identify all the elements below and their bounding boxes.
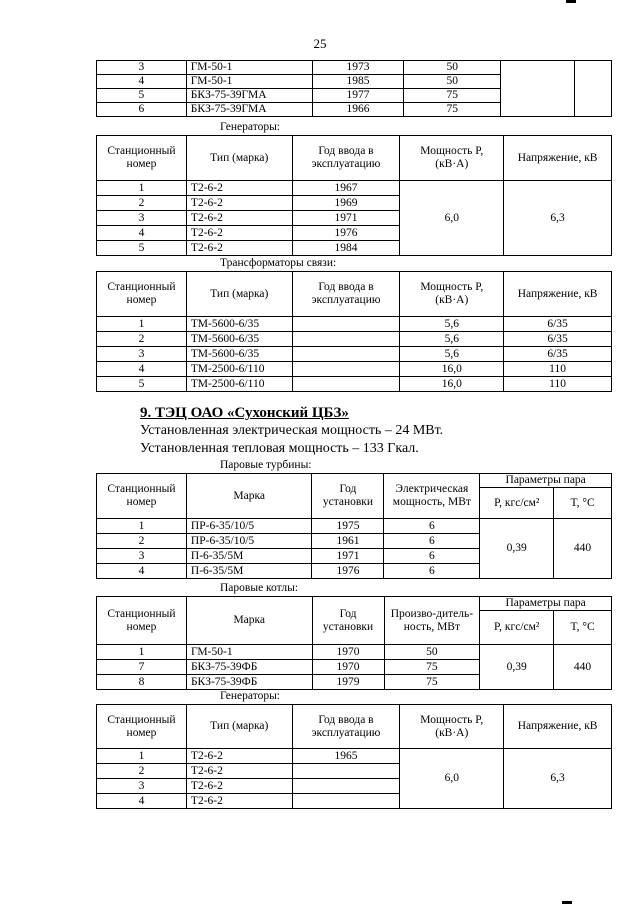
col-header: Марка [186, 597, 312, 645]
col-header: Станционный номер [97, 136, 187, 181]
col-header: Тип (марка) [186, 136, 292, 181]
col-header: Станционный номер [97, 272, 187, 317]
col-header: Параметры пара [480, 474, 612, 488]
col-header: Мощность P, (кВ·А) [400, 705, 504, 749]
col-header: Электрическая мощность, МВт [384, 474, 480, 519]
col-header: Напряжение, кВ [504, 705, 612, 749]
col-header: Мощность P, (кВ·А) [400, 136, 504, 181]
col-header: Марка [186, 474, 312, 519]
boilers-caption: Паровые котлы: [220, 582, 299, 594]
col-header: Станционный номер [97, 474, 187, 519]
col-header: Год ввода в эксплуатацию [292, 272, 400, 317]
thermal-capacity-text: Установленная тепловая мощность – 133 Гкал. [140, 441, 419, 456]
col-header: Произво-дитель-ность, МВт [384, 597, 480, 645]
transformers-caption: Трансформаторы связи: [220, 257, 337, 269]
electric-capacity-text: Установленная электрическая мощность – 24 МВт. [140, 423, 444, 438]
col-header: Мощность P, (кВ·А) [400, 272, 504, 317]
transformers-table: Станционный номер Тип (марка) Год ввода в эксплуатацию Мощность P, (кВ·А) Напряжение, кВ 1 ТМ-5600-6/35 5,6 6/35 2 ТМ-5600-6/35 5,6 6/35 3 ТМ-5600-6/35 5,6 6/35 4 ТМ-2500-6/110 16,0 110 5 ТМ-2500-6/110 16,0 110 [96, 271, 612, 392]
col-header: Станционный номер [97, 597, 187, 645]
col-header: T, °C [554, 488, 612, 519]
col-header: Станционный номер [97, 705, 187, 749]
col-header: Тип (марка) [186, 705, 292, 749]
col-header: Тип (марка) [186, 272, 292, 317]
col-header: Параметры пара [480, 597, 612, 611]
corner-mark [566, 0, 576, 3]
col-header: P, кгс/см² [480, 488, 554, 519]
col-header: T, °C [554, 611, 612, 645]
col-header: Напряжение, кВ [504, 136, 612, 181]
turbines-caption: Паровые турбины: [220, 459, 312, 471]
generators-caption: Генераторы: [220, 690, 280, 702]
generators-table-2: Станционный номер Тип (марка) Год ввода в эксплуатацию Мощность P, (кВ·А) Напряжение, кВ 1 Т2-6-2 1965 6,0 6,3 2 Т2-6-2 3 Т2-6-2 4 Т2-6-2 [96, 704, 612, 809]
col-header: Год установки [312, 474, 384, 519]
col-header: Год установки [312, 597, 384, 645]
col-header: Напряжение, кВ [504, 272, 612, 317]
generators-table: Станционный номер Тип (марка) Год ввода в эксплуатацию Мощность P, (кВ·А) Напряжение, кВ 1 Т2-6-2 1967 6,0 6,3 2 Т2-6-2 1969 3 Т2-6-2 1971 4 Т2-6-2 1976 5 Т2-6-2 1984 [96, 135, 612, 256]
col-header: Год ввода в эксплуатацию [292, 705, 400, 749]
col-header: P, кгс/см² [480, 611, 554, 645]
section-title: 9. ТЭЦ ОАО «Сухонский ЦБЗ» [140, 405, 349, 421]
page-number: 25 [313, 36, 327, 51]
turbines-table: Станционный номер Марка Год установки Электрическая мощность, МВт Параметры пара P, кгс/см² T, °C 1 ПР-6-35/10/5 1975 6 0,39 440 2 ПР-6-35/10/5 1961 6 3 П-6-35/5М 1971 6 4 П-6-35/5М 1976 6 [96, 473, 612, 579]
corner-mark [562, 901, 572, 904]
generators-caption: Генераторы: [220, 121, 280, 133]
boiler-tail-table: 3 ГМ-50-1 1973 50 4 ГМ-50-1 1985 50 5 БКЗ-75-39ГМА 1977 75 6 БКЗ-75-39ГМА 1966 75 [96, 60, 612, 117]
boilers-table: Станционный номер Марка Год установки Произво-дитель-ность, МВт Параметры пара P, кгс/см² T, °C 1 ГМ-50-1 1970 50 0,39 440 7 БКЗ-75-39ФБ 1970 75 8 БКЗ-75-39ФБ 1979 75 [96, 596, 612, 690]
col-header: Год ввода в эксплуатацию [292, 136, 400, 181]
